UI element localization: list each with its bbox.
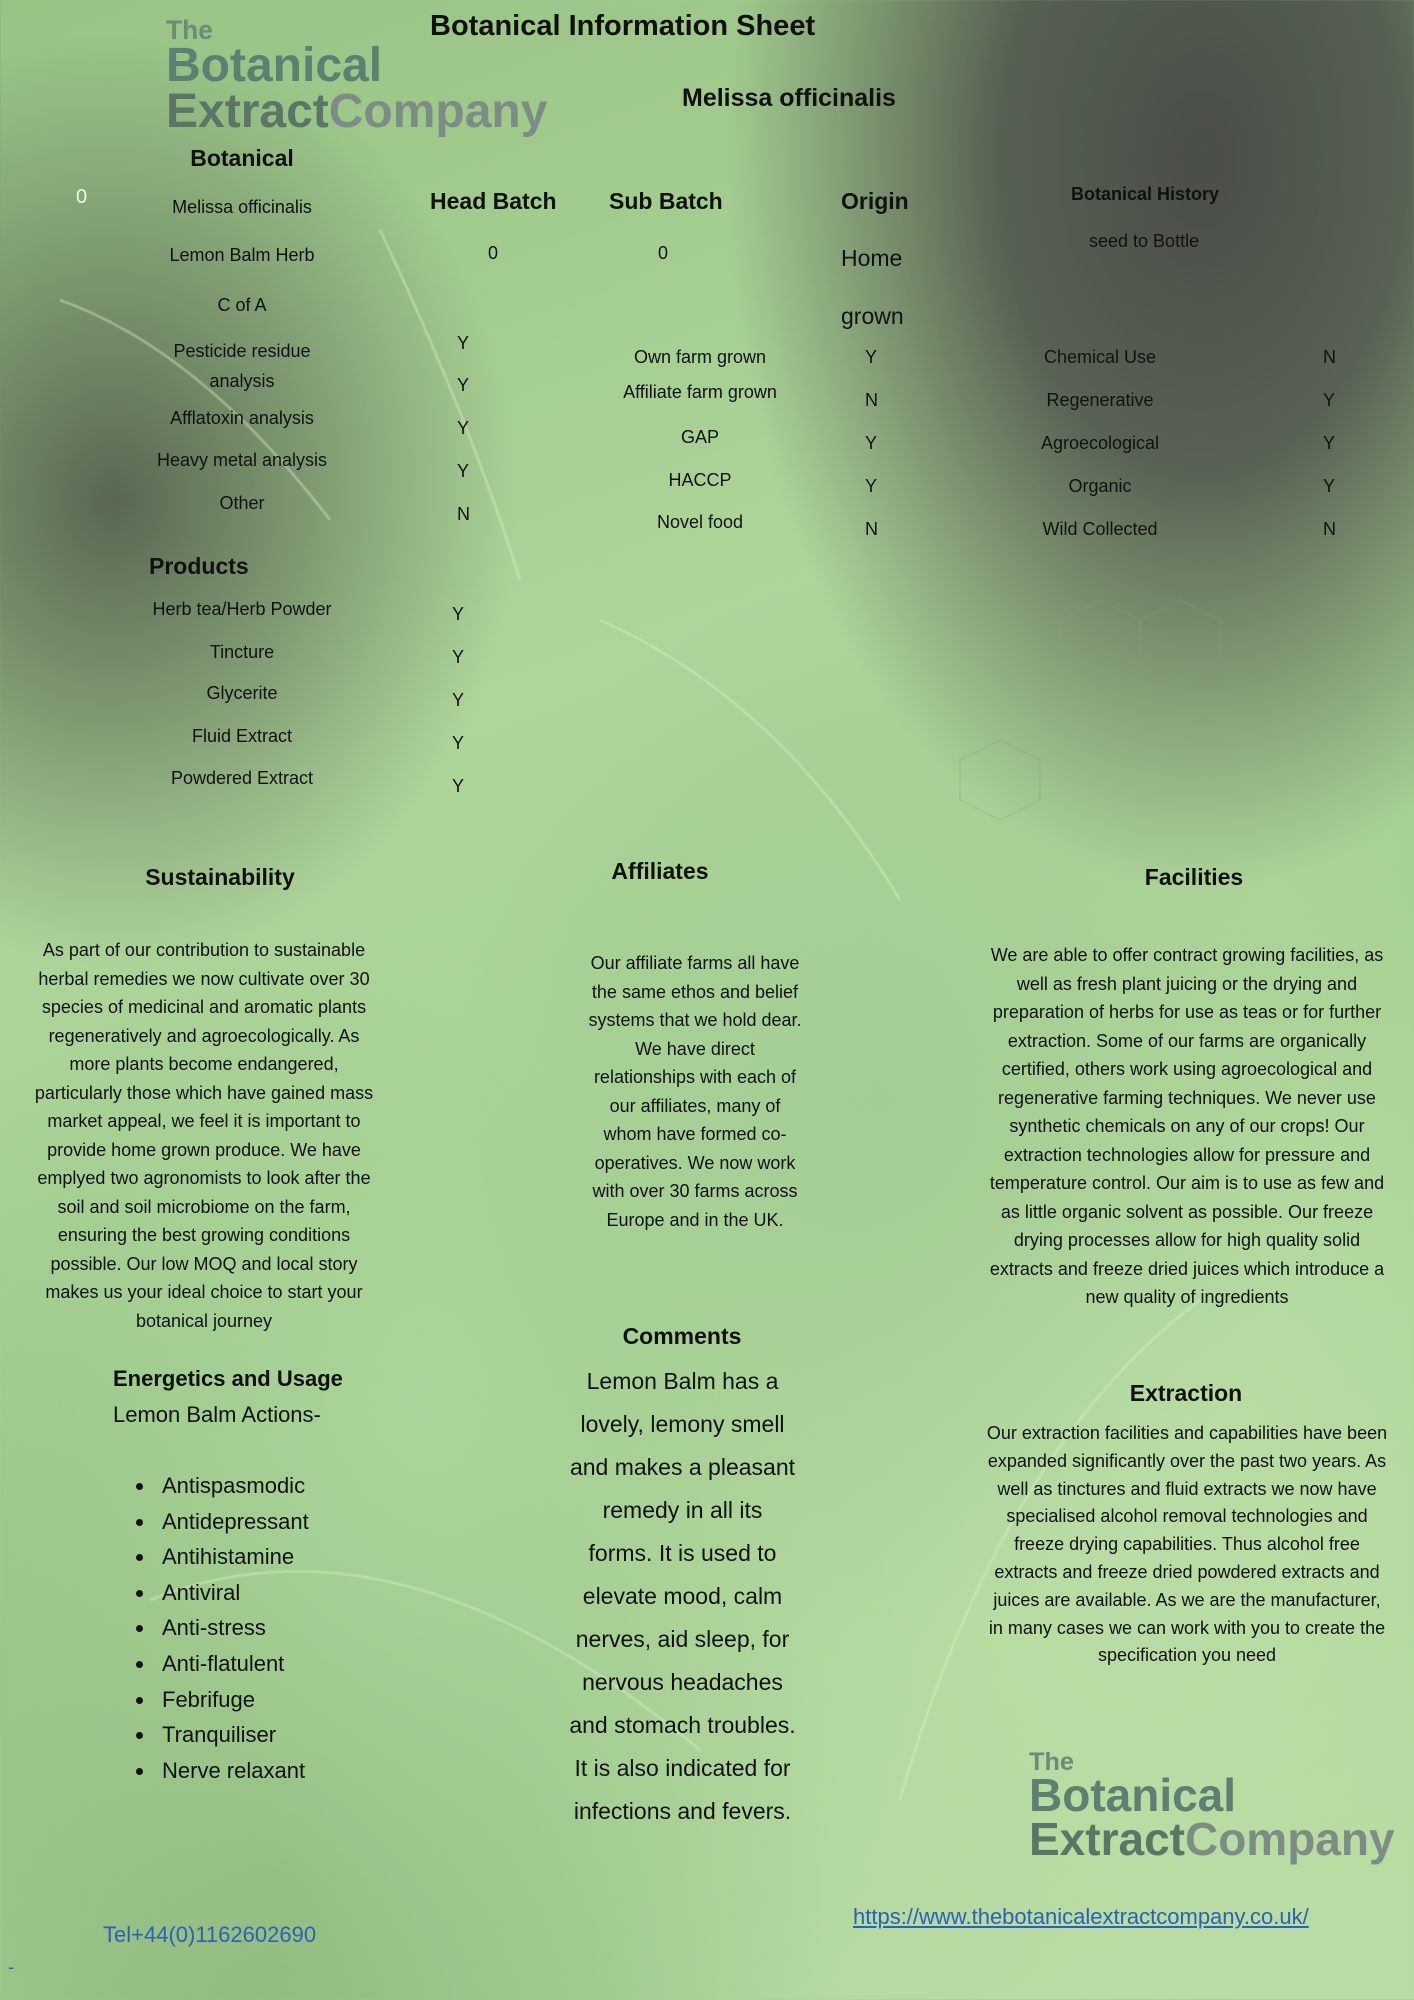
farming-value: N xyxy=(865,519,878,539)
text-line: remedy in all its xyxy=(602,1497,763,1523)
product-value: Y xyxy=(452,690,465,710)
farming-label: Affiliate farm grown xyxy=(623,382,777,402)
text-line: the same ethos and belief xyxy=(591,981,799,1002)
text-line: operatives. We now work xyxy=(594,1152,796,1173)
text-line: regeneratively and agroecologically. As xyxy=(48,1025,360,1046)
text-line: Our affiliate farms all have xyxy=(590,953,800,973)
action-item: • Antihistamine xyxy=(156,1539,309,1575)
phone-number[interactable]: Tel+44(0)1162602690 xyxy=(103,1922,317,1947)
website-link[interactable]: https://www.thebotanicalextractcompany.co.uk/ xyxy=(853,1904,1309,1929)
text-line: extracts and freeze dried powdered extracts and xyxy=(994,1561,1380,1582)
text-line: It is also indicated for xyxy=(574,1755,791,1781)
product-label: Glycerite xyxy=(206,683,278,703)
sub-batch-value: 0 xyxy=(658,243,669,263)
logo-line-extract: Extract xyxy=(166,84,329,138)
text-line: and stomach troubles. xyxy=(569,1712,796,1738)
product-label: Tincture xyxy=(209,642,275,662)
text-line: infections and fevers. xyxy=(573,1798,792,1824)
head-batch-label: Head Batch xyxy=(430,188,557,214)
product-label: Powdered Extract xyxy=(170,768,314,788)
text-line: freeze drying capabilities. Thus alcohol free xyxy=(1014,1534,1360,1555)
test-label: Other xyxy=(219,493,265,513)
origin-value: Home xyxy=(841,245,903,271)
test-value: Y xyxy=(457,461,470,481)
text-line: expanded significantly over the past two years. As xyxy=(987,1450,1387,1471)
text-line: ensuring the best growing conditions xyxy=(57,1225,351,1245)
facilities-text xyxy=(952,941,1414,1312)
text-line: Our extraction facilities and capabilities have been xyxy=(986,1423,1388,1443)
logo-line-the: The xyxy=(166,15,213,45)
text-line: drying processes allow for high quality solid xyxy=(1013,1230,1361,1250)
text-line: Europe and in the UK. xyxy=(606,1209,784,1230)
affiliates-text xyxy=(540,949,850,1234)
text-line: relationships with each of xyxy=(593,1067,797,1087)
affiliates-heading: Affiliates xyxy=(611,858,709,884)
energetics-heading: Energetics and Usage xyxy=(113,1366,343,1391)
species-heading: Melissa officinalis xyxy=(682,84,896,112)
comments-heading: Comments xyxy=(622,1323,742,1349)
product-value: Y xyxy=(452,604,465,624)
text-line: makes us your ideal choice to start your xyxy=(45,1282,363,1302)
logo-line-company: Company xyxy=(1184,1812,1395,1865)
text-line: extraction technologies allow for pressure and xyxy=(1003,1144,1371,1165)
sub-batch-label: Sub Batch xyxy=(609,188,723,214)
farming-label: HACCP xyxy=(668,470,732,490)
farming-value: Y xyxy=(865,433,878,453)
text-line: botanical journey xyxy=(135,1310,273,1331)
history-item-label: Regenerative xyxy=(1046,390,1154,410)
origin-label: Origin xyxy=(841,188,909,214)
molecule-watermark xyxy=(960,600,1220,820)
logo-line-company: Company xyxy=(328,84,548,138)
history-item-label: Chemical Use xyxy=(1043,347,1157,367)
action-item: • Antispasmodic xyxy=(156,1468,309,1504)
test-value: Y xyxy=(457,333,470,353)
sustainability-text xyxy=(4,936,404,1335)
text-line: We have direct xyxy=(635,1038,755,1059)
company-logo-bottom xyxy=(1029,1748,1395,1865)
extraction-text xyxy=(952,1420,1414,1670)
history-item-value: N xyxy=(1323,519,1336,539)
coa-label: C of A xyxy=(217,295,267,315)
action-item: • Febrifuge xyxy=(156,1682,309,1718)
text-line: herbal remedies we now cultivate over 30 xyxy=(38,968,370,989)
text-line: soil and soil microbiome on the farm, xyxy=(57,1196,351,1217)
farming-value: Y xyxy=(865,476,878,496)
text-line: certified, others work using agroecological and xyxy=(1001,1059,1373,1079)
text-line: nerves, aid sleep, for xyxy=(575,1626,790,1652)
text-line: with over 30 farms across xyxy=(592,1181,798,1201)
text-line: synthetic chemicals on any of our crops! Our xyxy=(1009,1116,1365,1136)
product-label: Herb tea/Herb Powder xyxy=(152,599,332,619)
action-item: • Nerve relaxant xyxy=(156,1753,309,1789)
text-line: new quality of ingredients xyxy=(1085,1287,1289,1307)
actions-list xyxy=(116,1468,309,1788)
origin-value: grown xyxy=(841,303,904,329)
test-label: Pesticide residue analysis xyxy=(173,341,311,391)
page-title: Botanical Information Sheet xyxy=(430,10,816,42)
farming-label: Own farm grown xyxy=(633,347,767,367)
text-line: provide home grown produce. We have xyxy=(47,1139,361,1160)
text-line: temperature control. Our aim is to use as few and xyxy=(989,1173,1385,1193)
test-value: Y xyxy=(457,375,470,395)
text-line: species of medicinal and aromatic plants xyxy=(41,997,367,1017)
text-line: whom have formed co- xyxy=(603,1124,787,1144)
text-line: possible. Our low MOQ and local story xyxy=(50,1253,358,1274)
text-line: extracts and freeze dried juices which introduce a xyxy=(989,1258,1385,1279)
product-value: Y xyxy=(452,733,465,753)
sustainability-heading: Sustainability xyxy=(145,864,295,890)
history-item-value: Y xyxy=(1323,476,1336,496)
farming-label: Novel food xyxy=(656,512,744,532)
action-item: • Anti-flatulent xyxy=(156,1646,309,1682)
product-value: Y xyxy=(452,776,465,796)
text-line: regenerative farming techniques. We never use xyxy=(998,1087,1376,1108)
text-line: nervous headaches xyxy=(582,1669,783,1695)
test-label: Heavy metal analysis xyxy=(156,450,328,470)
farming-label: GAP xyxy=(680,427,719,447)
history-value: seed to Bottle xyxy=(1089,231,1200,251)
text-line: Lemon Balm has a xyxy=(586,1368,779,1394)
extraction-heading: Extraction xyxy=(1129,1380,1243,1406)
text-line: particularly those which have gained mass xyxy=(34,1082,374,1103)
footer-dash: - xyxy=(8,1957,14,1977)
text-line: lovely, lemony smell xyxy=(580,1411,785,1437)
facilities-heading: Facilities xyxy=(1144,864,1244,890)
text-line: extraction. Some of our farms are organically xyxy=(1007,1030,1367,1051)
history-item-label: Agroecological xyxy=(1040,433,1160,453)
history-item-value: Y xyxy=(1323,433,1336,453)
text-line: We are able to offer contract growing facilities, as xyxy=(990,945,1384,965)
farming-value: Y xyxy=(865,347,878,367)
botanical-name: Melissa officinalis xyxy=(172,197,312,217)
test-value: N xyxy=(457,504,470,524)
history-heading: Botanical History xyxy=(1071,184,1220,204)
text-line: more plants become endangered, xyxy=(69,1054,339,1074)
history-item-label: Wild Collected xyxy=(1042,519,1158,539)
action-item: • Anti-stress xyxy=(156,1610,309,1646)
text-line: in many cases we can work with you to create the xyxy=(988,1617,1386,1638)
text-line: juices are available. As we are the manufacturer, xyxy=(993,1589,1381,1610)
logo-line-the: The xyxy=(1029,1748,1074,1776)
logo-line-botanical: Botanical xyxy=(1029,1769,1237,1822)
text-line: As part of our contribution to sustainable xyxy=(42,940,366,960)
text-line: well as fresh plant juicing or the drying and xyxy=(1016,973,1358,994)
test-value: Y xyxy=(457,418,470,438)
history-item-label: Organic xyxy=(1068,476,1132,496)
common-name: Lemon Balm Herb xyxy=(169,245,315,265)
text-line: our affiliates, many of xyxy=(609,1095,781,1116)
botanical-heading: Botanical xyxy=(190,145,294,171)
text-line: systems that we hold dear. xyxy=(588,1010,802,1030)
farming-value: N xyxy=(865,390,878,410)
text-line: as little organic solvent as possible. Our freeze xyxy=(1000,1201,1374,1222)
text-line: emplyed two agronomists to look after the xyxy=(37,1168,371,1188)
text-line: and makes a pleasant xyxy=(569,1454,796,1480)
logo-line-extract: Extract xyxy=(1029,1812,1185,1865)
text-line: specialised alcohol removal technologies and xyxy=(1006,1506,1368,1527)
logo-line-botanical: Botanical xyxy=(166,39,383,93)
history-item-value: N xyxy=(1323,347,1336,367)
text-line: preparation of herbs for use as teas or for further xyxy=(992,1002,1382,1022)
action-item: • Tranquiliser xyxy=(156,1717,309,1753)
index-value: 0 xyxy=(76,186,88,208)
test-label: Afflatoxin analysis xyxy=(170,408,314,428)
text-line: well as tinctures and fluid extracts we now have xyxy=(997,1478,1377,1499)
action-item: • Antiviral xyxy=(156,1575,309,1611)
history-item-value: Y xyxy=(1323,390,1336,410)
energetics-subheading: Lemon Balm Actions- xyxy=(113,1402,321,1427)
comments-text xyxy=(540,1360,825,1833)
text-line: specification you need xyxy=(1097,1645,1277,1666)
head-batch-value: 0 xyxy=(488,243,499,263)
text-line: forms. It is used to xyxy=(588,1540,777,1566)
text-line: market appeal, we feel it is important to xyxy=(47,1111,361,1131)
text-line: elevate mood, calm xyxy=(582,1583,783,1609)
product-value: Y xyxy=(452,647,465,667)
products-heading: Products xyxy=(149,553,249,579)
action-item: • Antidepressant xyxy=(156,1504,309,1540)
product-label: Fluid Extract xyxy=(191,726,293,746)
